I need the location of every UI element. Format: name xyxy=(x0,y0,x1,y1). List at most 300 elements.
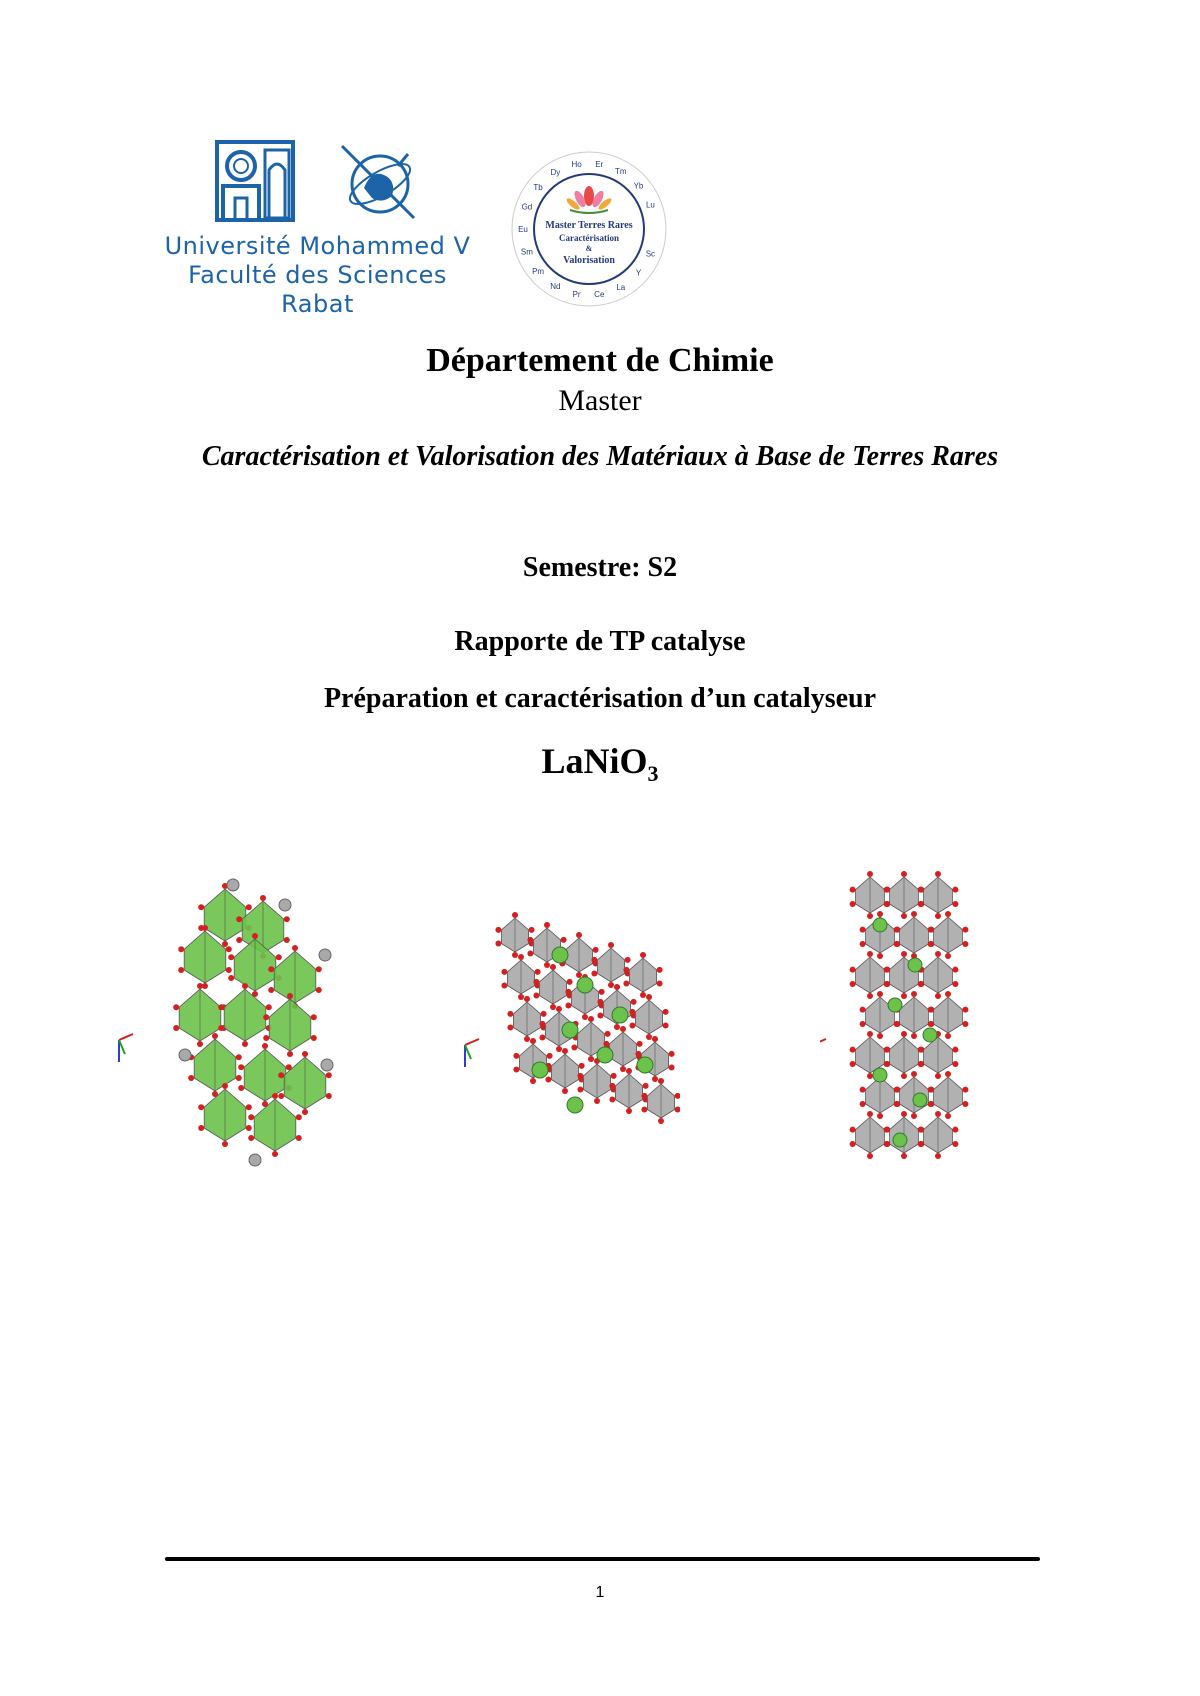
oxygen-atom xyxy=(236,1054,242,1060)
oxygen-atom xyxy=(962,1021,968,1027)
oxygen-atom xyxy=(524,1036,530,1042)
lanthanum-atom xyxy=(893,1133,907,1147)
oxygen-atom xyxy=(276,954,282,960)
oxygen-atom xyxy=(501,969,507,975)
oxygen-atom xyxy=(641,1093,647,1099)
oxygen-atom xyxy=(571,1045,577,1051)
oxygen-atom xyxy=(212,1033,218,1039)
oxygen-atom xyxy=(860,927,866,933)
oxygen-atom xyxy=(952,887,958,893)
oxygen-atom xyxy=(935,1153,941,1159)
oxygen-atom xyxy=(238,1064,244,1070)
oxygen-atom xyxy=(884,967,890,973)
oxygen-atom xyxy=(952,901,958,907)
oxygen-atom xyxy=(292,945,298,951)
lanthanum-atom xyxy=(908,958,922,972)
lanthanum-atom xyxy=(637,1057,653,1073)
oxygen-atom xyxy=(579,1063,585,1069)
seal-element-symbol: Nd xyxy=(550,281,561,291)
oxygen-atom xyxy=(867,1111,873,1117)
oxygen-atom xyxy=(860,1021,866,1027)
lanthanum-atom xyxy=(552,947,568,963)
oxygen-atom xyxy=(594,1098,600,1104)
oxygen-atom xyxy=(605,1031,611,1037)
oxygen-atom xyxy=(901,1031,907,1037)
oxygen-atom xyxy=(911,1033,917,1039)
oxygen-atom xyxy=(894,1101,900,1107)
oxygen-atom xyxy=(641,1107,647,1113)
oxygen-atom xyxy=(901,913,907,919)
seal-element-symbol: Yb xyxy=(633,181,644,191)
oxygen-atom xyxy=(597,1013,603,1019)
oxygen-atom xyxy=(918,1061,924,1067)
oxygen-atom xyxy=(850,1061,856,1067)
oxygen-atom xyxy=(609,1083,615,1089)
oxygen-atom xyxy=(287,993,293,999)
oxygen-atom xyxy=(935,993,941,999)
seal-element-symbol: Pr xyxy=(572,289,581,299)
oxygen-atom xyxy=(901,871,907,877)
oxygen-atom xyxy=(222,1083,228,1089)
oxygen-atom xyxy=(222,1141,228,1147)
oxygen-atom xyxy=(316,987,322,993)
oxygen-atom xyxy=(524,996,530,1002)
oxygen-atom xyxy=(657,967,663,973)
nickel-atom xyxy=(249,1154,261,1166)
seal-line1: Master Terres Rares xyxy=(545,220,633,231)
oxygen-atom xyxy=(591,957,597,963)
oxygen-atom xyxy=(877,991,883,997)
oxygen-atom xyxy=(626,1068,632,1074)
oxygen-atom xyxy=(296,1135,302,1141)
oxygen-atom xyxy=(527,951,533,957)
oxygen-atom xyxy=(928,1087,934,1093)
oxygen-atom xyxy=(268,966,274,972)
oxygen-atom xyxy=(530,1078,536,1084)
oxygen-atom xyxy=(226,946,232,952)
oxygen-atom xyxy=(652,1036,658,1042)
oxygen-atom xyxy=(544,922,550,928)
oxygen-atom xyxy=(646,1034,652,1040)
oxygen-atom xyxy=(197,1041,203,1047)
oxygen-atom xyxy=(246,904,252,910)
oxygen-atom xyxy=(530,1038,536,1044)
oxygen-atom xyxy=(894,941,900,947)
seal-element-symbol: Gd xyxy=(521,202,533,212)
oxygen-atom xyxy=(535,969,541,975)
oxygen-atom xyxy=(246,1125,252,1131)
oxygen-atom xyxy=(242,1041,248,1047)
oxygen-atom xyxy=(296,1114,302,1120)
lanthanum-atom xyxy=(923,1028,937,1042)
oxygen-atom xyxy=(541,1011,547,1017)
formula-main: LaNiO xyxy=(541,741,648,781)
oxygen-atom xyxy=(860,1101,866,1107)
oxygen-atom xyxy=(626,1108,632,1114)
oxygen-atom xyxy=(962,1101,968,1107)
oxygen-atom xyxy=(935,951,941,957)
lanthanum-atom xyxy=(873,918,887,932)
oxygen-atom xyxy=(860,1007,866,1013)
oxygen-atom xyxy=(867,1073,873,1079)
seal-element-symbol: Tb xyxy=(533,182,543,192)
oxygen-atom xyxy=(260,895,266,901)
oxygen-atom xyxy=(198,1104,204,1110)
university-line1: Université Mohammed V xyxy=(164,232,471,260)
subject-title: Préparation et caractérisation d’un catalyseur xyxy=(323,683,877,714)
page-number: 1 xyxy=(595,1584,605,1601)
seal-element-symbol: Dy xyxy=(550,168,561,178)
lanthanum-atom xyxy=(532,1062,548,1078)
oxygen-atom xyxy=(894,927,900,933)
oxygen-atom xyxy=(935,1111,941,1117)
oxygen-atom xyxy=(173,1004,179,1010)
oxygen-atom xyxy=(326,1072,332,1078)
oxygen-atom xyxy=(850,981,856,987)
oxygen-atom xyxy=(901,951,907,957)
oxygen-atom xyxy=(597,999,603,1005)
oxygen-atom xyxy=(629,1023,635,1029)
oxygen-atom xyxy=(576,972,582,978)
oxygen-atom xyxy=(576,932,582,938)
oxygen-atom xyxy=(952,1127,958,1133)
specialty-title: Caractérisation et Valorisation des Matériaux à Base de Terres Rares xyxy=(201,441,999,472)
oxygen-atom xyxy=(238,1085,244,1091)
oxygen-atom xyxy=(918,1141,924,1147)
oxygen-atom xyxy=(588,1056,594,1062)
university-line3: Rabat xyxy=(281,290,354,318)
oxygen-atom xyxy=(278,1072,284,1078)
oxygen-atom xyxy=(529,927,535,933)
oxygen-atom xyxy=(952,967,958,973)
oxygen-atom xyxy=(669,1065,675,1071)
oxygen-atom xyxy=(222,941,228,947)
oxygen-atom xyxy=(867,871,873,877)
oxygen-atom xyxy=(501,983,507,989)
oxygen-atom xyxy=(643,1083,649,1089)
oxygen-atom xyxy=(507,1025,513,1031)
oxygen-atom xyxy=(928,941,934,947)
oxygen-atom xyxy=(945,1033,951,1039)
oxygen-atom xyxy=(640,992,646,998)
oxygen-atom xyxy=(928,1021,934,1027)
oxygen-atom xyxy=(611,1073,617,1079)
oxygen-atom xyxy=(675,1093,680,1099)
oxygen-atom xyxy=(507,1011,513,1017)
oxygen-atom xyxy=(625,957,631,963)
faculty-emblem-icon xyxy=(338,140,418,222)
nickel-atom xyxy=(227,879,239,891)
oxygen-atom xyxy=(631,999,637,1005)
seal-element-symbol: Ce xyxy=(594,290,605,300)
formula-subscript: 3 xyxy=(647,761,659,787)
oxygen-atom xyxy=(550,1004,556,1010)
university-line2: Faculté des Sciences xyxy=(188,261,447,289)
nickel-atom xyxy=(279,899,291,911)
oxygen-atom xyxy=(860,941,866,947)
faculty-logo xyxy=(338,140,418,222)
oxygen-atom xyxy=(935,913,941,919)
lanthanum-atom xyxy=(612,1007,628,1023)
oxygen-atom xyxy=(236,1075,242,1081)
oxygen-atom xyxy=(565,989,571,995)
crystal-structure-1 xyxy=(105,865,345,1185)
oxygen-atom xyxy=(544,962,550,968)
oxygen-atom xyxy=(263,1014,269,1020)
oxygen-atom xyxy=(884,981,890,987)
oxygen-atom xyxy=(513,1053,519,1059)
oxygen-atom xyxy=(894,1021,900,1027)
oxygen-atom xyxy=(867,1153,873,1159)
oxygen-atom xyxy=(262,1043,268,1049)
oxygen-atom xyxy=(962,1087,968,1093)
oxygen-atom xyxy=(928,1007,934,1013)
oxygen-atom xyxy=(608,982,614,988)
nickel-atom xyxy=(319,949,331,961)
lanthanum-atom xyxy=(562,1022,578,1038)
oxygen-atom xyxy=(556,1006,562,1012)
oxygen-atom xyxy=(952,1047,958,1053)
seal-line3: & xyxy=(585,244,593,253)
oxygen-atom xyxy=(272,1093,278,1099)
oxygen-atom xyxy=(603,1041,609,1047)
seal-element-symbol: La xyxy=(616,282,626,292)
oxygen-atom xyxy=(268,987,274,993)
lanthanum-atom xyxy=(597,1047,613,1063)
oxygen-atom xyxy=(550,964,556,970)
oxygen-atom xyxy=(640,952,646,958)
oxygen-atom xyxy=(545,1077,551,1083)
oxygen-atom xyxy=(178,946,184,952)
oxygen-atom xyxy=(266,1004,272,1010)
oxygen-atom xyxy=(577,1073,583,1079)
oxygen-atom xyxy=(620,1026,626,1032)
seal-element-symbol: Ho xyxy=(571,160,582,170)
oxygen-atom xyxy=(629,1009,635,1015)
oxygen-atom xyxy=(884,1047,890,1053)
oxygen-atom xyxy=(635,1051,641,1057)
oxygen-atom xyxy=(263,1035,269,1041)
oxygen-atom xyxy=(527,937,533,943)
oxygen-atom xyxy=(657,981,663,987)
oxygen-atom xyxy=(236,916,242,922)
semester-label: Semestre: S2 xyxy=(522,552,678,583)
report-title: Rapporte de TP catalyse xyxy=(454,626,746,657)
oxygen-atom xyxy=(962,927,968,933)
oxygen-atom xyxy=(945,911,951,917)
oxygen-atom xyxy=(952,981,958,987)
oxygen-atom xyxy=(620,1066,626,1072)
oxygen-atom xyxy=(945,991,951,997)
oxygen-atom xyxy=(197,983,203,989)
oxygen-atom xyxy=(561,937,567,943)
seal-element-symbol: Tm xyxy=(615,167,627,177)
oxygen-atom xyxy=(198,1125,204,1131)
oxygen-atom xyxy=(918,1047,924,1053)
oxygen-atom xyxy=(188,1075,194,1081)
seal-line4: Valorisation xyxy=(563,255,615,266)
oxygen-atom xyxy=(228,954,234,960)
oxygen-atom xyxy=(248,1135,254,1141)
oxygen-atom xyxy=(582,1014,588,1020)
oxygen-atom xyxy=(850,901,856,907)
oxygen-atom xyxy=(623,981,629,987)
oxygen-atom xyxy=(952,1061,958,1067)
oxygen-atom xyxy=(513,1067,519,1073)
oxygen-atom xyxy=(928,1101,934,1107)
oxygen-atom xyxy=(884,887,890,893)
oxygen-atom xyxy=(218,1025,224,1031)
lanthanum-atom xyxy=(913,1093,927,1107)
oxygen-atom xyxy=(236,937,242,943)
oxygen-atom xyxy=(901,1111,907,1117)
master-seal xyxy=(510,150,668,308)
oxygen-atom xyxy=(952,1141,958,1147)
oxygen-atom xyxy=(860,1087,866,1093)
oxygen-atom xyxy=(658,1118,664,1124)
oxygen-atom xyxy=(562,1048,568,1054)
oxygen-atom xyxy=(218,1004,224,1010)
oxygen-atom xyxy=(911,1071,917,1077)
oxygen-atom xyxy=(326,1093,332,1099)
oxygen-atom xyxy=(272,1151,278,1157)
oxygen-atom xyxy=(850,967,856,973)
oxygen-atom xyxy=(877,953,883,959)
oxygen-atom xyxy=(962,941,968,947)
oxygen-atom xyxy=(901,1153,907,1159)
oxygen-atom xyxy=(252,933,258,939)
oxygen-atom xyxy=(547,1053,553,1059)
lanthanum-atom xyxy=(888,998,902,1012)
oxygen-atom xyxy=(284,937,290,943)
oxygen-atom xyxy=(593,947,599,953)
oxygen-atom xyxy=(178,967,184,973)
oxygen-atom xyxy=(287,1051,293,1057)
oxygen-atom xyxy=(609,1097,615,1103)
oxygen-atom xyxy=(242,983,248,989)
oxygen-atom xyxy=(518,954,524,960)
oxygen-atom xyxy=(608,942,614,948)
oxygen-atom xyxy=(614,984,620,990)
program-title: Master xyxy=(558,384,642,417)
oxygen-atom xyxy=(556,1046,562,1052)
oxygen-atom xyxy=(591,971,597,977)
oxygen-atom xyxy=(877,1033,883,1039)
oxygen-atom xyxy=(918,1127,924,1133)
oxygen-atom xyxy=(226,967,232,973)
oxygen-atom xyxy=(623,967,629,973)
oxygen-atom xyxy=(867,951,873,957)
oxygen-atom xyxy=(198,904,204,910)
oxygen-atom xyxy=(577,1087,583,1093)
axis-a xyxy=(820,1039,826,1045)
crystal-structure-2 xyxy=(445,895,680,1155)
university-logo xyxy=(215,140,295,222)
oxygen-atom xyxy=(495,927,501,933)
oxygen-atom xyxy=(884,1127,890,1133)
oxygen-atom xyxy=(533,993,539,999)
oxygen-atom xyxy=(311,1035,317,1041)
seal-line2: Caractérisation xyxy=(559,233,619,243)
oxygen-atom xyxy=(867,913,873,919)
oxygen-atom xyxy=(911,991,917,997)
lanthanum-atom xyxy=(577,977,593,993)
oxygen-atom xyxy=(918,887,924,893)
oxygen-atom xyxy=(588,1016,594,1022)
seal-element-symbol: Y xyxy=(635,268,642,278)
oxygen-atom xyxy=(248,1114,254,1120)
oxygen-atom xyxy=(246,1104,252,1110)
lanthanum-atom xyxy=(567,1097,583,1113)
master-seal-graphic xyxy=(510,150,668,308)
oxygen-atom xyxy=(945,1113,951,1119)
oxygen-atom xyxy=(614,1024,620,1030)
oxygen-atom xyxy=(663,1009,669,1015)
oxygen-atom xyxy=(911,1113,917,1119)
oxygen-atom xyxy=(562,1088,568,1094)
compound-formula xyxy=(0,740,1200,787)
oxygen-atom xyxy=(228,975,234,981)
oxygen-atom xyxy=(918,901,924,907)
oxygen-atom xyxy=(539,1021,545,1027)
oxygen-atom xyxy=(533,979,539,985)
oxygen-atom xyxy=(867,993,873,999)
oxygen-atom xyxy=(945,953,951,959)
oxygen-atom xyxy=(512,952,518,958)
seal-element-symbol: Sm xyxy=(520,247,533,257)
seal-element-symbol: Eu xyxy=(518,225,528,234)
oxygen-atom xyxy=(918,981,924,987)
oxygen-atom xyxy=(567,979,573,985)
oxygen-atom xyxy=(652,1076,658,1082)
oxygen-atom xyxy=(850,887,856,893)
oxygen-atom xyxy=(884,1061,890,1067)
seal-element-symbol: Er xyxy=(595,159,604,169)
lanthanum-atom xyxy=(873,1068,887,1082)
oxygen-atom xyxy=(884,901,890,907)
oxygen-atom xyxy=(850,1141,856,1147)
oxygen-atom xyxy=(512,912,518,918)
oxygen-atom xyxy=(565,1003,571,1009)
nickel-atom xyxy=(321,1059,333,1071)
oxygen-atom xyxy=(658,1078,664,1084)
oxygen-atom xyxy=(850,1047,856,1053)
oxygen-atom xyxy=(901,993,907,999)
oxygen-atom xyxy=(539,1035,545,1041)
oxygen-atom xyxy=(302,1109,308,1115)
seal-element-symbol: Pm xyxy=(532,267,545,277)
oxygen-atom xyxy=(316,966,322,972)
oxygen-atom xyxy=(867,1031,873,1037)
oxygen-atom xyxy=(894,1087,900,1093)
oxygen-atom xyxy=(646,994,652,1000)
oxygen-atom xyxy=(877,1113,883,1119)
oxygen-atom xyxy=(311,1014,317,1020)
seal-element-symbol: Lu xyxy=(645,200,655,210)
oxygen-atom xyxy=(518,994,524,1000)
oxygen-atom xyxy=(675,1107,680,1113)
oxygen-atom xyxy=(284,916,290,922)
oxygen-atom xyxy=(278,1093,284,1099)
nickel-atom xyxy=(179,1049,191,1061)
oxygen-atom xyxy=(663,1023,669,1029)
university-building-icon xyxy=(215,140,295,222)
oxygen-atom xyxy=(901,1073,907,1079)
oxygen-atom xyxy=(850,1127,856,1133)
seal-element-symbol: Sc xyxy=(645,249,656,259)
oxygen-atom xyxy=(202,925,208,931)
oxygen-atom xyxy=(599,989,605,995)
